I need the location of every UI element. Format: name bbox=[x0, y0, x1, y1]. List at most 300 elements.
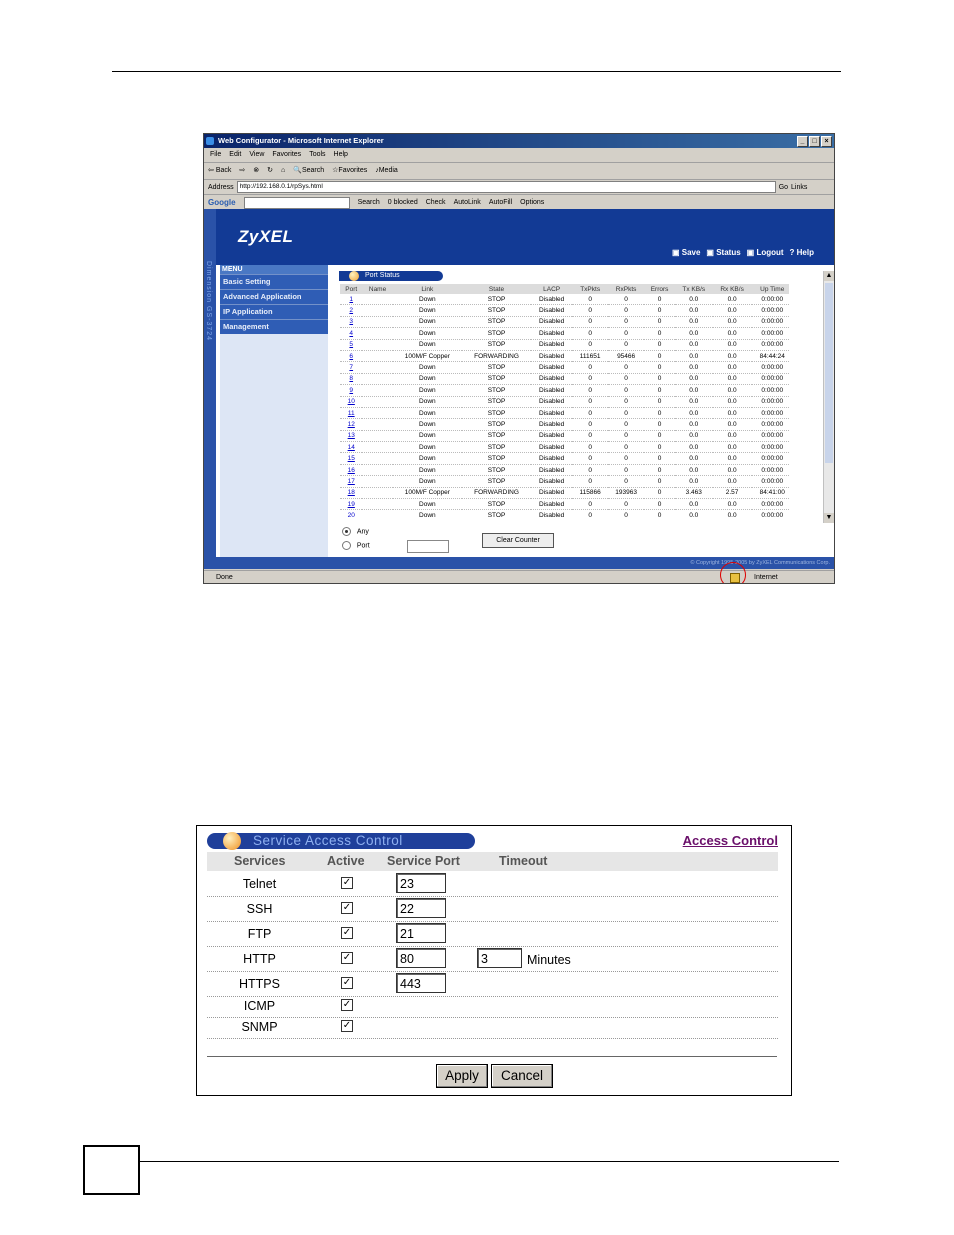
table-cell: 0.0 bbox=[675, 396, 713, 407]
service-name: FTP bbox=[247, 927, 272, 941]
table-row bbox=[340, 510, 789, 517]
service-name: SNMP bbox=[241, 1020, 278, 1034]
sac-row bbox=[207, 1017, 778, 1039]
table-row bbox=[340, 442, 789, 453]
table-cell: 0 bbox=[572, 407, 608, 418]
table-cell: 0.0 bbox=[713, 294, 752, 305]
table-cell: Disabled bbox=[531, 453, 572, 464]
table-cell: Disabled bbox=[531, 385, 572, 396]
menu-ip-application[interactable]: IP Application bbox=[220, 304, 328, 319]
table-cell: 0.0 bbox=[713, 339, 752, 350]
port-link[interactable]: 13 bbox=[340, 430, 362, 441]
maximize-icon[interactable]: □ bbox=[809, 136, 820, 147]
column-header: TxPkts bbox=[572, 284, 608, 294]
table-cell: Down bbox=[393, 294, 462, 305]
table-cell: Disabled bbox=[531, 328, 572, 339]
table-cell: 0.0 bbox=[713, 373, 752, 384]
close-icon[interactable]: × bbox=[821, 136, 832, 147]
table-cell: 0 bbox=[608, 499, 644, 510]
table-cell: 0.0 bbox=[713, 419, 752, 430]
table-cell: Down bbox=[393, 339, 462, 350]
sac-row bbox=[207, 946, 778, 972]
table-cell: 0.0 bbox=[675, 316, 713, 327]
table-cell: 0.0 bbox=[675, 305, 713, 316]
table-row bbox=[340, 373, 789, 384]
table-cell bbox=[362, 396, 392, 407]
zyxel-logo: ZyXEL bbox=[238, 227, 294, 246]
table-cell: 0.0 bbox=[675, 373, 713, 384]
help-link[interactable]: ? Help bbox=[789, 248, 814, 257]
service-name: HTTPS bbox=[239, 977, 280, 991]
address-label: Address bbox=[208, 183, 234, 191]
table-cell: 0.0 bbox=[713, 350, 752, 361]
media-button[interactable]: ♪Media bbox=[375, 167, 398, 174]
table-cell bbox=[362, 442, 392, 453]
radio-port[interactable] bbox=[342, 541, 351, 550]
google-logo[interactable]: Google bbox=[208, 198, 236, 207]
table-cell: Disabled bbox=[531, 430, 572, 441]
radio-any[interactable] bbox=[342, 527, 351, 536]
table-cell: 0.0 bbox=[675, 430, 713, 441]
table-cell bbox=[362, 487, 392, 498]
table-cell: 0 bbox=[608, 339, 644, 350]
table-cell: 0:00:00 bbox=[752, 316, 790, 327]
logout-link[interactable]: ▣ Logout bbox=[746, 248, 784, 257]
refresh-icon[interactable]: ↻ bbox=[267, 167, 273, 174]
port-link[interactable]: 7 bbox=[340, 362, 362, 373]
table-row bbox=[340, 305, 789, 316]
port-input[interactable] bbox=[407, 540, 449, 553]
table-cell: 0 bbox=[608, 385, 644, 396]
address-input[interactable]: http://192.168.0.1/rpSys.html bbox=[237, 181, 776, 193]
status-label: Status bbox=[716, 248, 741, 257]
table-cell: 0.0 bbox=[675, 328, 713, 339]
table-cell: Down bbox=[393, 305, 462, 316]
table-cell: 0 bbox=[608, 419, 644, 430]
port-link[interactable]: 5 bbox=[340, 339, 362, 350]
table-cell bbox=[362, 453, 392, 464]
favorites-button[interactable]: ☆Favorites bbox=[332, 167, 368, 174]
table-cell: Disabled bbox=[531, 339, 572, 350]
port-link[interactable]: 14 bbox=[340, 442, 362, 453]
header-services: Services bbox=[234, 854, 286, 868]
port-link[interactable]: 6 bbox=[340, 350, 362, 361]
table-cell: STOP bbox=[462, 430, 531, 441]
timeout-unit: Minutes bbox=[527, 953, 571, 967]
table-row bbox=[340, 385, 789, 396]
table-cell: 111651 bbox=[572, 350, 608, 361]
table-cell: 0.0 bbox=[713, 510, 752, 517]
port-link[interactable]: 10 bbox=[340, 396, 362, 407]
sac-row bbox=[207, 971, 778, 997]
table-cell: 0 bbox=[608, 464, 644, 475]
service-access-control-screenshot bbox=[196, 825, 792, 1096]
table-cell: 0 bbox=[644, 316, 675, 327]
table-row bbox=[340, 487, 789, 498]
stop-icon[interactable]: ⊗ bbox=[253, 167, 260, 174]
table-row bbox=[340, 396, 789, 407]
active-checkbox[interactable]: ✓ bbox=[342, 1020, 352, 1031]
table-cell bbox=[362, 294, 392, 305]
menu-edit[interactable]: Edit bbox=[229, 151, 242, 158]
table-cell: 2.57 bbox=[713, 487, 752, 498]
table-cell: 0 bbox=[644, 350, 675, 361]
service-name: ICMP bbox=[243, 999, 276, 1013]
table-cell: 0 bbox=[572, 419, 608, 430]
autolink-button[interactable]: AutoLink bbox=[453, 199, 481, 206]
menu-bar bbox=[204, 148, 834, 163]
window-controls bbox=[797, 136, 832, 147]
table-cell: 0 bbox=[608, 396, 644, 407]
table-cell: STOP bbox=[462, 453, 531, 464]
options-button[interactable]: Options bbox=[520, 199, 545, 206]
table-row bbox=[340, 316, 789, 327]
table-cell: 0 bbox=[644, 362, 675, 373]
column-header: RxPkts bbox=[608, 284, 644, 294]
table-cell: Disabled bbox=[531, 442, 572, 453]
table-cell bbox=[362, 316, 392, 327]
table-cell: 0 bbox=[608, 294, 644, 305]
table-cell: 95466 bbox=[608, 350, 644, 361]
header-timeout: Timeout bbox=[499, 854, 548, 868]
table-cell: 0:00:00 bbox=[752, 339, 790, 350]
table-row bbox=[340, 350, 789, 361]
port-link[interactable]: 8 bbox=[340, 373, 362, 384]
service-name: SSH bbox=[246, 902, 273, 916]
table-row bbox=[340, 339, 789, 350]
table-row bbox=[340, 453, 789, 464]
menu-advanced-application[interactable]: Advanced Application bbox=[220, 289, 328, 304]
table-cell bbox=[362, 350, 392, 361]
table-cell: 0.0 bbox=[675, 499, 713, 510]
side-menu bbox=[220, 265, 328, 565]
table-cell: 0 bbox=[572, 396, 608, 407]
port-link[interactable]: 20 bbox=[340, 510, 362, 517]
table-cell: 0 bbox=[608, 362, 644, 373]
port-link[interactable]: 11 bbox=[340, 407, 362, 418]
sac-title-bar bbox=[207, 833, 475, 849]
table-cell: Disabled bbox=[531, 464, 572, 475]
table-cell: 0 bbox=[644, 385, 675, 396]
table-cell: 0:00:00 bbox=[752, 305, 790, 316]
top-rule bbox=[112, 71, 841, 72]
menu-basic-setting[interactable]: Basic Setting bbox=[220, 274, 328, 289]
table-cell: 0 bbox=[608, 430, 644, 441]
table-cell: 0.0 bbox=[713, 453, 752, 464]
table-cell: 0.0 bbox=[675, 442, 713, 453]
table-cell: 0.0 bbox=[675, 453, 713, 464]
status-link[interactable]: ▣ Status bbox=[706, 248, 741, 257]
table-cell: 0 bbox=[572, 476, 608, 487]
menu-file[interactable]: File bbox=[210, 151, 222, 158]
menu-tools[interactable]: Tools bbox=[309, 151, 326, 158]
search-button[interactable]: 🔍Search bbox=[293, 167, 325, 174]
table-cell: 0.0 bbox=[713, 442, 752, 453]
popup-blocked[interactable]: 0 blocked bbox=[387, 199, 418, 206]
scroll-up-icon[interactable]: ▲ bbox=[825, 272, 833, 279]
browser-screenshot bbox=[203, 133, 835, 584]
table-cell bbox=[362, 499, 392, 510]
sac-header-row bbox=[207, 852, 778, 871]
table-cell: Down bbox=[393, 396, 462, 407]
table-cell bbox=[362, 476, 392, 487]
port-link[interactable]: 4 bbox=[340, 328, 362, 339]
table-cell: 0:00:00 bbox=[752, 396, 790, 407]
back-button[interactable]: ⇦ Back bbox=[208, 167, 232, 174]
table-cell: 0:00:00 bbox=[752, 430, 790, 441]
status-done: Done bbox=[216, 574, 233, 581]
table-cell bbox=[362, 430, 392, 441]
table-cell: Disabled bbox=[531, 294, 572, 305]
service-port-input[interactable]: 21 bbox=[396, 923, 446, 943]
table-cell bbox=[362, 385, 392, 396]
table-cell: 0:00:00 bbox=[752, 464, 790, 475]
table-cell: 0.0 bbox=[713, 305, 752, 316]
table-cell: 0.0 bbox=[675, 362, 713, 373]
table-row bbox=[340, 407, 789, 418]
table-cell: 0 bbox=[572, 430, 608, 441]
table-cell: 0:00:00 bbox=[752, 476, 790, 487]
table-cell: Disabled bbox=[531, 362, 572, 373]
table-cell: 0 bbox=[572, 385, 608, 396]
google-search-button[interactable]: Search bbox=[357, 199, 380, 206]
table-cell: Down bbox=[393, 419, 462, 430]
table-cell: STOP bbox=[462, 499, 531, 510]
copyright-bar: © Copyright 1995-2005 by ZyXEL Communications Corp. bbox=[204, 557, 834, 569]
table-cell: 0 bbox=[644, 499, 675, 510]
table-cell: 0.0 bbox=[675, 350, 713, 361]
table-cell: 0:00:00 bbox=[752, 385, 790, 396]
table-cell: 0 bbox=[608, 442, 644, 453]
service-port-input[interactable]: 22 bbox=[396, 898, 446, 918]
timeout-input[interactable]: 3 bbox=[477, 948, 522, 968]
port-link[interactable]: 16 bbox=[340, 464, 362, 475]
back-label: Back bbox=[215, 167, 232, 174]
table-cell: 0.0 bbox=[713, 499, 752, 510]
table-cell: Disabled bbox=[531, 316, 572, 327]
column-header: Link bbox=[393, 284, 462, 294]
apply-button[interactable]: Apply bbox=[436, 1064, 488, 1088]
port-link[interactable]: 3 bbox=[340, 316, 362, 327]
table-cell: 0 bbox=[572, 362, 608, 373]
save-link[interactable]: ▣ Save bbox=[671, 248, 701, 257]
table-header-row bbox=[340, 284, 789, 294]
table-cell: Disabled bbox=[531, 396, 572, 407]
table-cell: 0:00:00 bbox=[752, 419, 790, 430]
menu-management[interactable]: Management bbox=[220, 319, 328, 334]
title-orb-icon bbox=[223, 832, 241, 850]
table-cell bbox=[362, 362, 392, 373]
port-link[interactable]: 1 bbox=[340, 294, 362, 305]
table-cell: 0.0 bbox=[713, 464, 752, 475]
go-button[interactable]: Go bbox=[778, 183, 789, 191]
column-header: Tx KB/s bbox=[675, 284, 713, 294]
table-cell: Down bbox=[393, 407, 462, 418]
scroll-thumb[interactable] bbox=[825, 283, 833, 463]
table-cell: 0 bbox=[644, 476, 675, 487]
service-port-input[interactable]: 23 bbox=[396, 873, 446, 893]
table-cell: Down bbox=[393, 362, 462, 373]
table-cell: 0.0 bbox=[675, 476, 713, 487]
table-row bbox=[340, 294, 789, 305]
table-cell: Disabled bbox=[531, 499, 572, 510]
web-content bbox=[204, 209, 834, 569]
active-checkbox[interactable]: ✓ bbox=[342, 999, 352, 1010]
links-label[interactable]: Links bbox=[791, 183, 808, 191]
table-cell: 0 bbox=[608, 407, 644, 418]
table-cell: Down bbox=[393, 385, 462, 396]
table-cell: 0 bbox=[644, 510, 675, 517]
table-cell: 0 bbox=[572, 328, 608, 339]
table-cell: 0:00:00 bbox=[752, 373, 790, 384]
menu-help[interactable]: Help bbox=[333, 151, 348, 158]
port-link[interactable]: 18 bbox=[340, 487, 362, 498]
port-status-title-text: Port Status bbox=[365, 272, 400, 279]
access-control-link[interactable]: Access Control bbox=[682, 833, 778, 848]
autofill-button[interactable]: AutoFill bbox=[488, 199, 513, 206]
header-service-port: Service Port bbox=[387, 854, 460, 868]
menu-favorites[interactable]: Favorites bbox=[272, 151, 302, 158]
table-cell: 0:00:00 bbox=[752, 510, 790, 517]
port-link[interactable]: 2 bbox=[340, 305, 362, 316]
table-cell: 0.0 bbox=[675, 407, 713, 418]
table-cell: 0.0 bbox=[713, 396, 752, 407]
table-cell: 0 bbox=[572, 464, 608, 475]
port-status-table bbox=[340, 284, 789, 517]
table-cell: 0 bbox=[608, 453, 644, 464]
table-cell: Down bbox=[393, 316, 462, 327]
active-checkbox[interactable]: ✓ bbox=[342, 952, 352, 963]
table-cell: 0 bbox=[644, 442, 675, 453]
active-checkbox[interactable]: ✓ bbox=[342, 902, 352, 913]
media-label: Media bbox=[378, 167, 398, 174]
port-link[interactable]: 15 bbox=[340, 453, 362, 464]
active-checkbox[interactable]: ✓ bbox=[342, 877, 352, 888]
table-cell: STOP bbox=[462, 419, 531, 430]
check-button[interactable]: Check bbox=[425, 199, 446, 206]
table-cell: Down bbox=[393, 453, 462, 464]
table-cell: 0:00:00 bbox=[752, 328, 790, 339]
table-cell: STOP bbox=[462, 442, 531, 453]
table-cell: 0:00:00 bbox=[752, 362, 790, 373]
table-cell bbox=[362, 510, 392, 517]
table-cell: Disabled bbox=[531, 350, 572, 361]
table-cell: STOP bbox=[462, 305, 531, 316]
table-cell: 0.0 bbox=[675, 510, 713, 517]
page-number-box bbox=[83, 1145, 140, 1195]
table-cell bbox=[362, 373, 392, 384]
service-port-input[interactable]: 443 bbox=[396, 973, 446, 993]
table-cell: Disabled bbox=[531, 373, 572, 384]
table-row bbox=[340, 419, 789, 430]
table-cell: 0 bbox=[644, 487, 675, 498]
menu-view[interactable]: View bbox=[249, 151, 265, 158]
table-cell: STOP bbox=[462, 510, 531, 517]
sac-row bbox=[207, 921, 778, 947]
minimize-icon[interactable]: _ bbox=[797, 136, 808, 147]
favorites-label: Favorites bbox=[338, 167, 368, 174]
table-cell: 0:00:00 bbox=[752, 442, 790, 453]
service-port-input[interactable]: 80 bbox=[396, 948, 446, 968]
table-cell: 0 bbox=[572, 294, 608, 305]
table-cell: 0 bbox=[644, 407, 675, 418]
vertical-scrollbar[interactable] bbox=[823, 271, 834, 523]
table-cell: 0 bbox=[572, 442, 608, 453]
google-search-input[interactable] bbox=[244, 197, 350, 209]
header-active: Active bbox=[327, 854, 365, 868]
table-cell: 0 bbox=[644, 464, 675, 475]
ie-icon bbox=[206, 137, 214, 145]
cancel-button[interactable]: Cancel bbox=[491, 1064, 553, 1088]
table-cell: Disabled bbox=[531, 510, 572, 517]
sac-title: Service Access Control bbox=[253, 833, 403, 848]
port-link[interactable]: 9 bbox=[340, 385, 362, 396]
table-cell: Down bbox=[393, 373, 462, 384]
scroll-down-icon[interactable]: ▼ bbox=[825, 514, 833, 521]
column-header: Errors bbox=[644, 284, 675, 294]
port-link[interactable]: 12 bbox=[340, 419, 362, 430]
port-selector bbox=[342, 527, 370, 555]
table-cell: STOP bbox=[462, 464, 531, 475]
table-cell: 0.0 bbox=[713, 362, 752, 373]
column-header: Rx KB/s bbox=[713, 284, 752, 294]
table-cell: 0.0 bbox=[675, 419, 713, 430]
table-cell: 0.0 bbox=[675, 339, 713, 350]
table-cell: 0 bbox=[608, 328, 644, 339]
table-cell bbox=[362, 339, 392, 350]
port-status-table-container bbox=[334, 284, 789, 517]
window-titlebar bbox=[204, 134, 834, 148]
table-cell: STOP bbox=[462, 407, 531, 418]
table-cell: Down bbox=[393, 510, 462, 517]
table-cell: 0 bbox=[608, 316, 644, 327]
forward-icon[interactable]: ⇨ bbox=[239, 167, 246, 174]
table-cell: 0.0 bbox=[713, 316, 752, 327]
table-cell: Down bbox=[393, 430, 462, 441]
table-row bbox=[340, 328, 789, 339]
clear-counter-button[interactable]: Clear Counter bbox=[482, 533, 554, 548]
table-cell: 0 bbox=[608, 305, 644, 316]
table-cell: 100M/F Copper bbox=[393, 350, 462, 361]
table-cell: 100M/F Copper bbox=[393, 487, 462, 498]
port-link[interactable]: 19 bbox=[340, 499, 362, 510]
table-cell: 0 bbox=[644, 419, 675, 430]
table-cell: 0 bbox=[644, 396, 675, 407]
address-bar bbox=[204, 180, 834, 195]
active-checkbox[interactable]: ✓ bbox=[342, 977, 352, 988]
table-cell: 115866 bbox=[572, 487, 608, 498]
table-row bbox=[340, 476, 789, 487]
table-row bbox=[340, 464, 789, 475]
port-link[interactable]: 17 bbox=[340, 476, 362, 487]
table-cell: Down bbox=[393, 464, 462, 475]
table-cell bbox=[362, 305, 392, 316]
table-cell bbox=[362, 464, 392, 475]
active-checkbox[interactable]: ✓ bbox=[342, 927, 352, 938]
home-icon[interactable]: ⌂ bbox=[281, 167, 286, 174]
table-cell: 0.0 bbox=[675, 294, 713, 305]
table-cell: Down bbox=[393, 476, 462, 487]
table-cell: STOP bbox=[462, 362, 531, 373]
table-cell bbox=[362, 328, 392, 339]
table-cell: STOP bbox=[462, 316, 531, 327]
header-nav bbox=[672, 248, 814, 257]
footer-rule bbox=[140, 1161, 839, 1162]
table-cell: 0 bbox=[644, 305, 675, 316]
table-row bbox=[340, 362, 789, 373]
table-cell: 0 bbox=[572, 499, 608, 510]
table-cell: 3.463 bbox=[675, 487, 713, 498]
